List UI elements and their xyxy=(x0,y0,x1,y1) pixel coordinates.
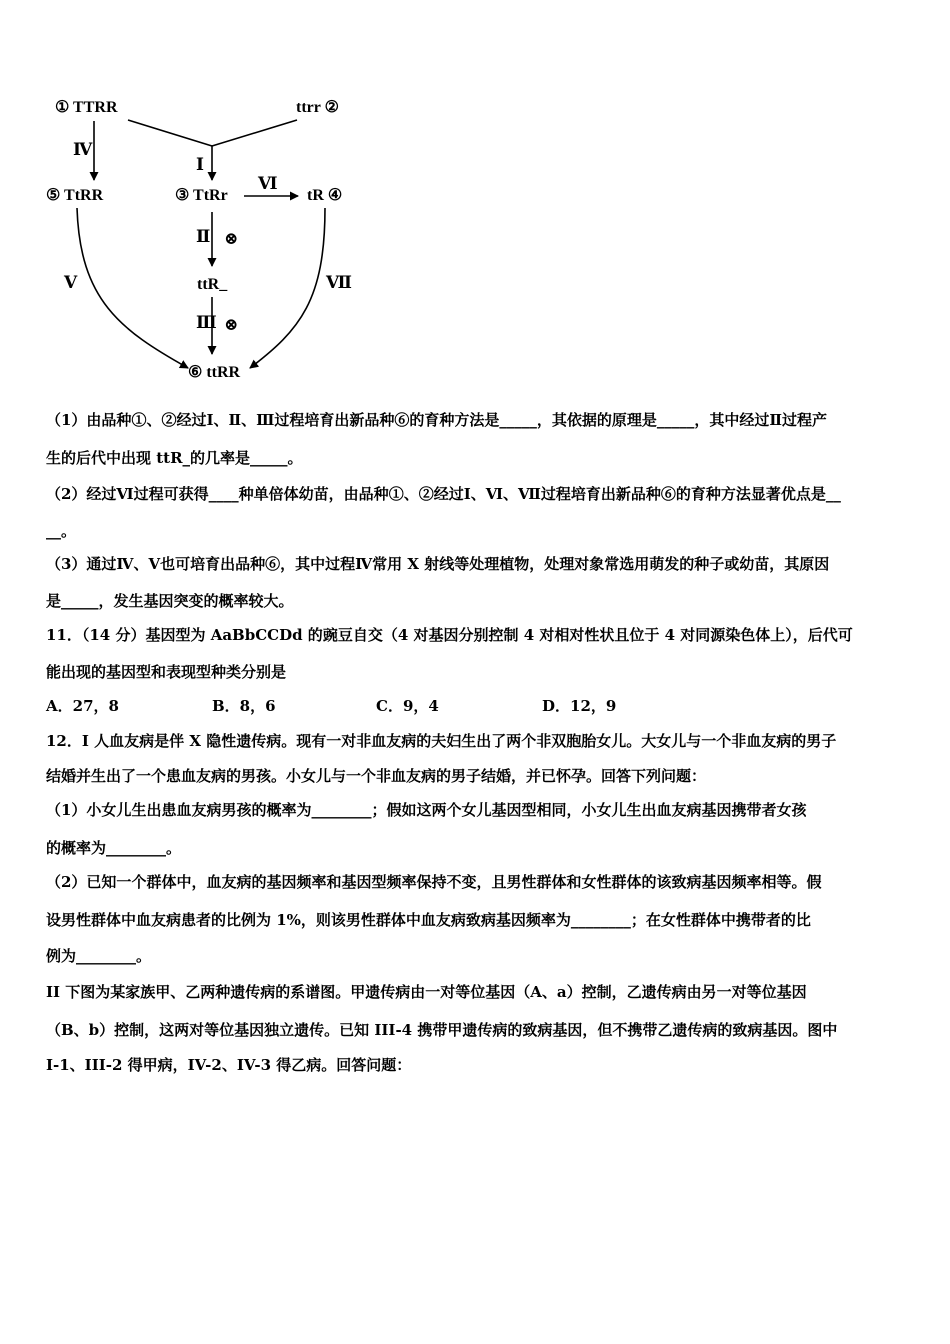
question-12-part1-line2: 的概率为________。 xyxy=(46,839,182,857)
node-ttrr-2: ttrr ② xyxy=(296,99,339,116)
step-label-iv: Ⅳ xyxy=(73,140,93,159)
question-11-line2: 能出现的基因型和表现型种类分别是 xyxy=(46,663,287,681)
question-10-part3-line2: 是_____，发生基因突变的概率较大。 xyxy=(46,592,294,610)
question-12-line2: 结婚并生出了一个患血友病的男孩。小女儿与一个非血友病的男子结婚，并已怀孕。回答下列问题： xyxy=(46,767,707,785)
question-10-part1-line1: （1）由品种①、②经过Ⅰ、Ⅱ、Ⅲ过程培育出新品种⑥的育种方法是_____，其依据的原理是_____，其中经过Ⅱ过程产 xyxy=(46,411,828,429)
question-10-part2-line1: （2）经过Ⅵ过程可获得____种单倍体幼苗，由品种①、②经过Ⅰ、Ⅵ、Ⅶ过程培育出新品种⑥的育种方法显著优点是__ xyxy=(46,485,841,503)
step-label-v: Ⅴ xyxy=(64,273,78,292)
arrow-v xyxy=(77,208,188,368)
arrow-vii xyxy=(250,208,325,368)
question-12-line1: 12．I 人血友病是伴 X 隐性遗传病。现有一对非血友病的夫妇生出了两个非双胞胎女儿。大女儿与一个非血友病的男子 xyxy=(46,732,837,750)
node-ttrr-1: ① TTRR xyxy=(55,99,118,116)
question-11-line1: 11．（14 分）基因型为 AaBbCCDd 的豌豆自交（4 对基因分别控制 4 对相对性状且位于 4 对同源染色体上），后代可 xyxy=(46,626,853,644)
question-10-part3-line1: （3）通过Ⅳ、Ⅴ也可培育出品种⑥，其中过程Ⅳ常用 X 射线等处理植物，处理对象常选用萌发的种子或幼苗，其原因 xyxy=(46,555,830,573)
node-ttr-mid: ttR_ xyxy=(197,276,228,293)
node-ttrr-3: ③ TtRr xyxy=(175,187,228,204)
cross-line-right xyxy=(212,120,297,146)
node-ttrr-5: ⑤ TtRR xyxy=(46,187,104,204)
question-12-part2-line3: 例为________。 xyxy=(46,947,152,965)
breeding-diagram xyxy=(0,0,420,395)
option-b: B．8，6 xyxy=(212,697,276,715)
option-a: A．27，8 xyxy=(46,697,119,715)
question-10-part1-line2: 生的后代中出现 ttR_的几率是_____。 xyxy=(46,449,303,467)
question-12-ii-line3: I-1、III-2 得甲病，IV-2、IV-3 得乙病。回答问题： xyxy=(46,1056,412,1074)
question-12-part1-line1: （1）小女儿生出患血友病男孩的概率为________；假如这两个女儿基因型相同，小女儿生出血友病基因携带者女孩 xyxy=(46,801,807,819)
node-tr-4: tR ④ xyxy=(307,187,343,204)
step-label-i: Ⅰ xyxy=(196,155,204,174)
question-12-ii-line1: II 下图为某家族甲、乙两种遗传病的系谱图。甲遗传病由一对等位基因（A、a）控制，乙遗传病由另一对等位基因 xyxy=(46,983,807,1001)
step-label-vii: Ⅶ xyxy=(326,273,352,292)
selfing-symbol-iii: ⊗ xyxy=(224,315,239,334)
question-11-options xyxy=(46,696,908,716)
option-c: C．9，4 xyxy=(376,697,439,715)
cross-line-left xyxy=(128,120,212,146)
node-ttrr-6: ⑥ ttRR xyxy=(188,364,241,381)
question-10-part2-line2: __。 xyxy=(46,522,77,540)
option-d: D．12，9 xyxy=(542,697,617,715)
step-label-ii: Ⅱ xyxy=(196,227,211,246)
question-12-part2-line2: 设男性群体中血友病患者的比例为 1%，则该男性群体中血友病致病基因频率为________；在女性群体中携带者的比 xyxy=(46,911,811,929)
question-12-ii-line2: （B、b）控制，这两对等位基因独立遗传。已知 III-4 携带甲遗传病的致病基因，但不携带乙遗传病的致病基因。图中 xyxy=(46,1021,838,1039)
step-label-iii: Ⅲ xyxy=(196,313,217,332)
question-12-part2-line1: （2）已知一个群体中，血友病的基因频率和基因型频率保持不变，且男性群体和女性群体的该致病基因频率相等。假 xyxy=(46,873,822,891)
selfing-symbol-ii: ⊗ xyxy=(224,229,239,248)
step-label-vi: Ⅵ xyxy=(258,174,278,193)
